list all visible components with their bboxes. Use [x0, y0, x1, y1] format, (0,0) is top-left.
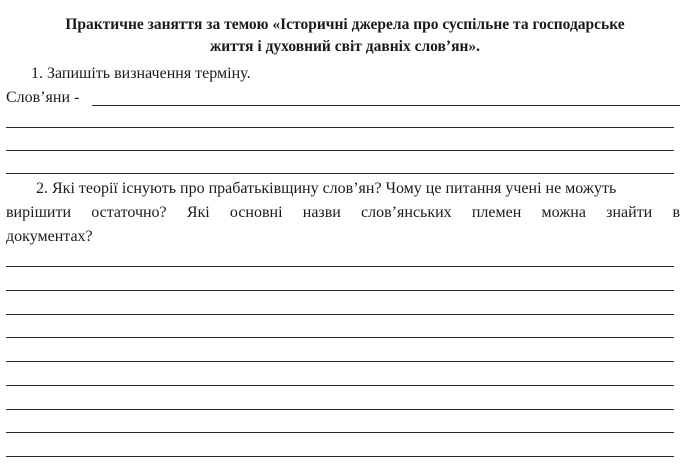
answer-line-2-1[interactable] — [6, 266, 674, 267]
answer-line-2-2[interactable] — [6, 290, 674, 291]
answer-line-1-1[interactable] — [92, 105, 680, 106]
answer-line-2-6[interactable] — [6, 385, 674, 386]
worksheet-title-line-2: життя і духовний світ давніх слов’ян». — [209, 38, 481, 55]
answer-line-2-8[interactable] — [6, 432, 674, 433]
answer-line-1-3[interactable] — [6, 150, 674, 151]
answer-line-2-4[interactable] — [6, 337, 674, 338]
answer-line-2-9[interactable] — [6, 456, 674, 457]
answer-line-2-3[interactable] — [6, 314, 674, 315]
term-label: Слов’яни - — [6, 89, 80, 106]
answer-line-1-4[interactable] — [6, 173, 674, 174]
answer-line-1-2[interactable] — [6, 127, 674, 128]
task-2-prompt-line-3: документах? — [6, 228, 93, 245]
task-1-prompt: 1. Запишіть визначення терміну. — [31, 65, 251, 82]
answer-line-2-7[interactable] — [6, 409, 674, 410]
worksheet-title-line-1: Практичне заняття за темою «Історичні джерела про суспільне та господарське — [65, 16, 625, 33]
task-2-prompt-line-2: вирішити остаточно? Які основні назви слов’янських племен можна знайти в — [6, 204, 680, 221]
answer-line-2-5[interactable] — [6, 361, 674, 362]
task-2-prompt-line-1: 2. Які теорії існують про прабатьківщину слов’ян? Чому це питання учені не можуть — [36, 180, 617, 197]
